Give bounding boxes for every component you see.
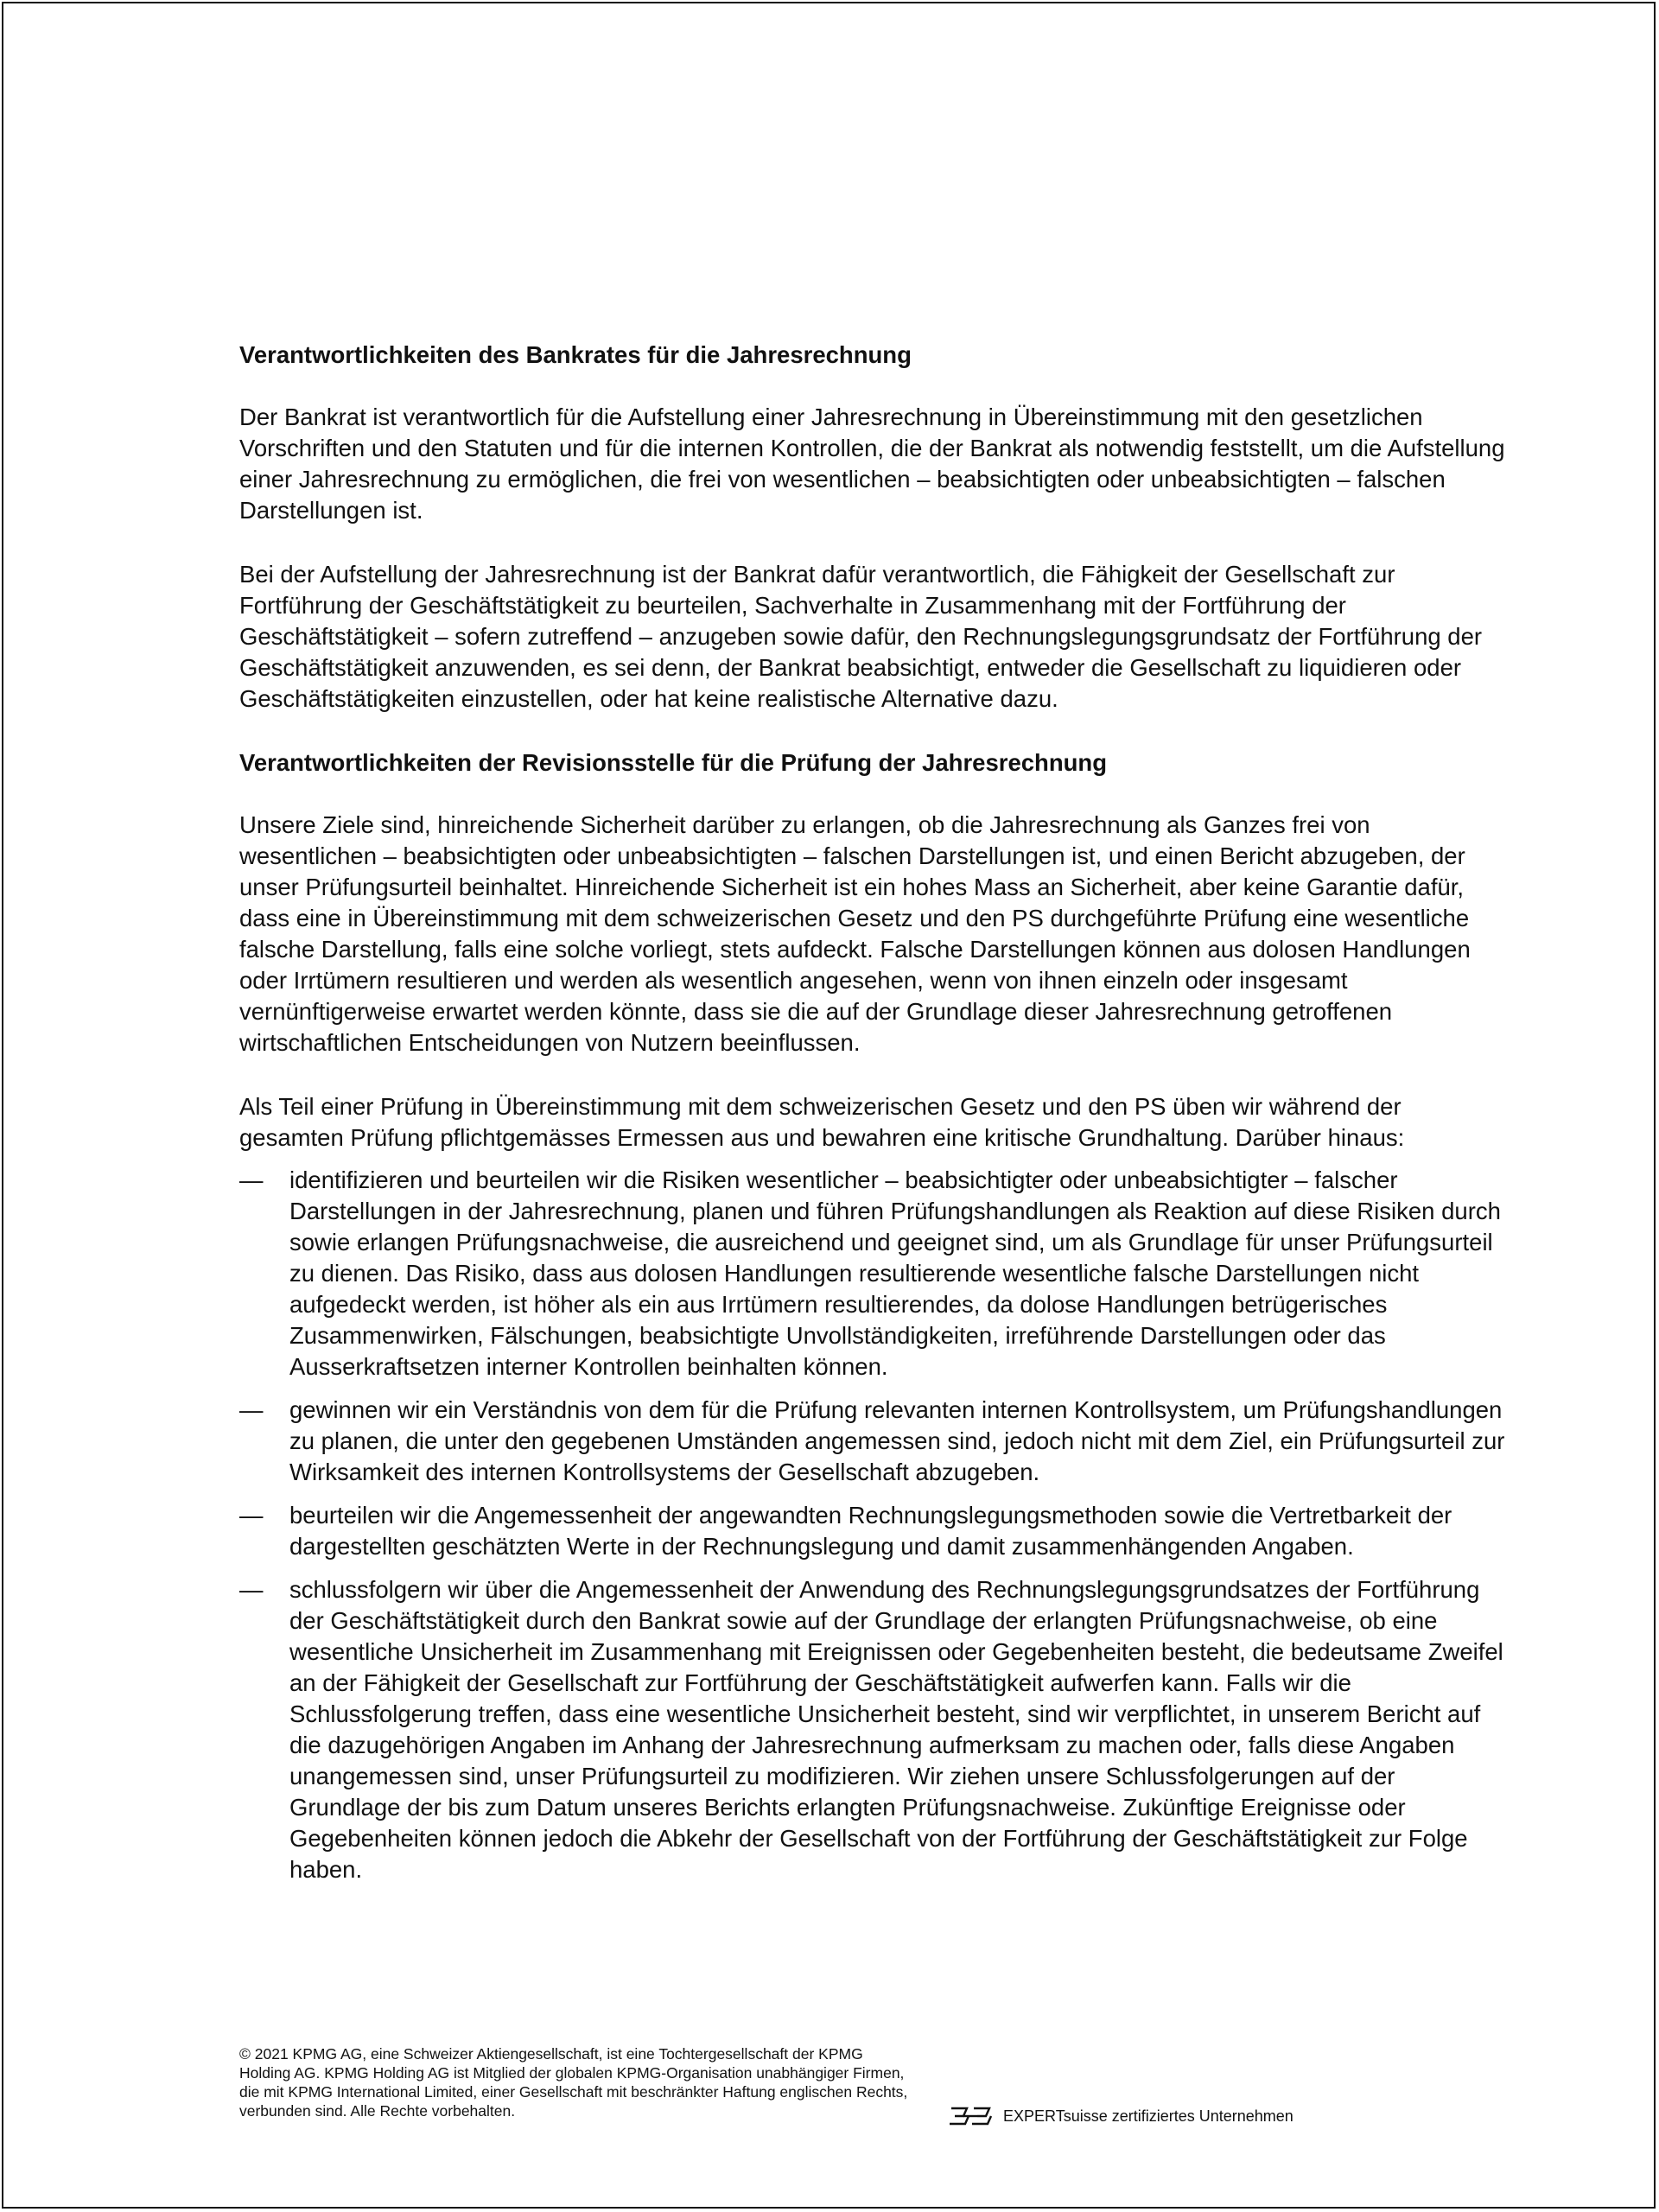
bullet-dash: — (239, 1166, 264, 1193)
list-item (239, 1395, 1510, 1488)
paragraph: Bei der Aufstellung der Jahresrechnung ist der Bankrat dafür verantwortlich, die Fähigkeit der Gesellschaft zur Fortführung der Geschäftstätigkeit zu beurteilen, Sachverhalte in Zusammenhang mit der Fortführung der Geschäftstätigkeit – sofern zutreffend – anzugeben sowie dafür, den Rechnungslegungsgrundsatz der Fortführung der Geschäftstätigkeit anzuwenden, es sei denn, der Bankrat beabsichtigt, entweder die Gesellschaft zu liquidieren oder Geschäftstätigkeiten einzustellen, oder hat keine realistische Alternative dazu. (239, 561, 1483, 712)
footer-legal-notice: © 2021 KPMG AG, eine Schweizer Aktiengesellschaft, ist eine Tochtergesellschaft der KPMG Holding AG. KPMG Holding AG ist Mitglied der globalen KPMG-Organisation unabhängiger Firmen, die mit KPMG International Limited, einer Gesellschaft mit beschränkter Haftung englischen Rechts, verbunden sind. Alle Rechte vorbehalten. (239, 2045, 908, 2120)
bullet-list (239, 1165, 1510, 1885)
footer-certification (948, 2105, 1294, 2127)
bullet-dash: — (239, 1396, 264, 1423)
bullet-dash: — (239, 1502, 264, 1529)
document-body (239, 340, 1510, 1897)
paragraph: Unsere Ziele sind, hinreichende Sicherheit darüber zu erlangen, ob die Jahresrechnung als Ganzes frei von wesentlichen – beabsichtigten oder unbeabsichtigten – falschen Darstellungen ist, und einen Bericht abzugeben, der unser Prüfungsurteil beinhaltet. Hinreichende Sicherheit ist ein hohes Mass an Sicherheit, aber keine Garantie dafür, dass eine in Übereinstimmung mit dem schweizerischen Gesetz und den PS durchgeführte Prüfung eine wesentliche falsche Darstellung, falls eine solche vorliegt, stets aufdeckt. Falsche Darstellungen können aus dolosen Handlungen oder Irrtümern resultieren und werden als wesentlich angesehen, wenn von ihnen einzeln oder insgesamt vernünftigerweise erwartet werden könnte, dass sie die auf der Grundlage dieser Jahresrechnung getroffenen wirtschaftlichen Entscheidungen von Nutzern beeinflussen. (239, 811, 1471, 1056)
list-item-text: beurteilen wir die Angemessenheit der angewandten Rechnungslegungsmethoden sowie die Vertretbarkeit der dargestellten geschätzten Werte in der Rechnungslegung und damit zusammenhängenden Angaben. (289, 1502, 1452, 1560)
list-item-text: gewinnen wir ein Verständnis von dem für die Prüfung relevanten internen Kontrollsystem, um Prüfungshandlungen zu planen, die unter den gegebenen Umständen angemessen sind, jedoch nicht mit dem Ziel, ein Prüfungsurteil zur Wirksamkeit des internen Kontrollsystems der Gesellschaft abzugeben. (289, 1396, 1505, 1485)
section-heading-revisionsstelle: Verantwortlichkeiten der Revisionsstelle für die Prüfung der Jahresrechnung (239, 749, 1108, 776)
expertsuisse-logo-icon (948, 2105, 993, 2127)
section-heading-bankrat: Verantwortlichkeiten des Bankrates für die Jahresrechnung (239, 341, 912, 368)
paragraph: Der Bankrat ist verantwortlich für die Aufstellung einer Jahresrechnung in Übereinstimmung mit den gesetzlichen Vorschriften und den Statuten und für die internen Kontrollen, die der Bankrat als notwendig feststellt, um die Aufstellung einer Jahresrechnung zu ermöglichen, die frei von wesentlichen – beabsichtigten oder unbeabsichtigten – falschen Darstellungen ist. (239, 404, 1505, 524)
list-item (239, 1165, 1510, 1382)
paragraph: Als Teil einer Prüfung in Übereinstimmung mit dem schweizerischen Gesetz und den PS üben wir während der gesamten Prüfung pflichtgemässes Ermessen aus und bewahren eine kritische Grundhaltung. Darüber hinaus: (239, 1093, 1405, 1151)
bullet-dash: — (239, 1576, 264, 1603)
list-item-text: schlussfolgern wir über die Angemessenheit der Anwendung des Rechnungslegungsgrundsatzes der Fortführung der Geschäftstätigkeit durch den Bankrat sowie auf der Grundlage der erlangten Prüfungsnachweise, ob eine wesentliche Unsicherheit im Zusammenhang mit Ereignissen oder Gegebenheiten besteht, die bedeutsame Zweifel an der Fähigkeit der Gesellschaft zur Fortführung der Geschäftstätigkeit aufwerfen kann. Falls wir die Schlussfolgerung treffen, dass eine wesentliche Unsicherheit besteht, sind wir verpflichtet, in unserem Bericht auf die dazugehörigen Angaben im Anhang der Jahresrechnung aufmerksam zu machen oder, falls diese Angaben unangemessen sind, unser Prüfungsurteil zu modifizieren. Wir ziehen unsere Schlussfolgerungen auf der Grundlage der bis zum Datum unseres Berichts erlangten Prüfungsnachweise. Zukünftige Ereignisse oder Gegebenheiten können jedoch die Abkehr der Gesellschaft von der Fortführung der Geschäftstätigkeit zur Folge haben. (289, 1576, 1503, 1883)
certification-text: EXPERTsuisse zertifiziertes Unternehmen (1003, 2107, 1294, 2125)
list-item-text: identifizieren und beurteilen wir die Risiken wesentlicher – beabsichtigter oder unbeabsichtigter – falscher Darstellungen in der Jahresrechnung, planen und führen Prüfungshandlungen als Reaktion auf diese Risiken durch sowie erlangen Prüfungsnachweise, die ausreichend und geeignet sind, um als Grundlage für unser Prüfungsurteil zu dienen. Das Risiko, dass aus dolosen Handlungen resultierende wesentliche falsche Darstellungen nicht aufgedeckt werden, ist höher als ein aus Irrtümern resultierendes, da dolose Handlungen betrügerisches Zusammenwirken, Fälschungen, beabsichtigte Unvollständigkeiten, irreführende Darstellungen oder das Ausserkraftsetzen interner Kontrollen beinhalten können. (289, 1166, 1501, 1380)
list-item (239, 1500, 1510, 1562)
list-item (239, 1574, 1510, 1885)
